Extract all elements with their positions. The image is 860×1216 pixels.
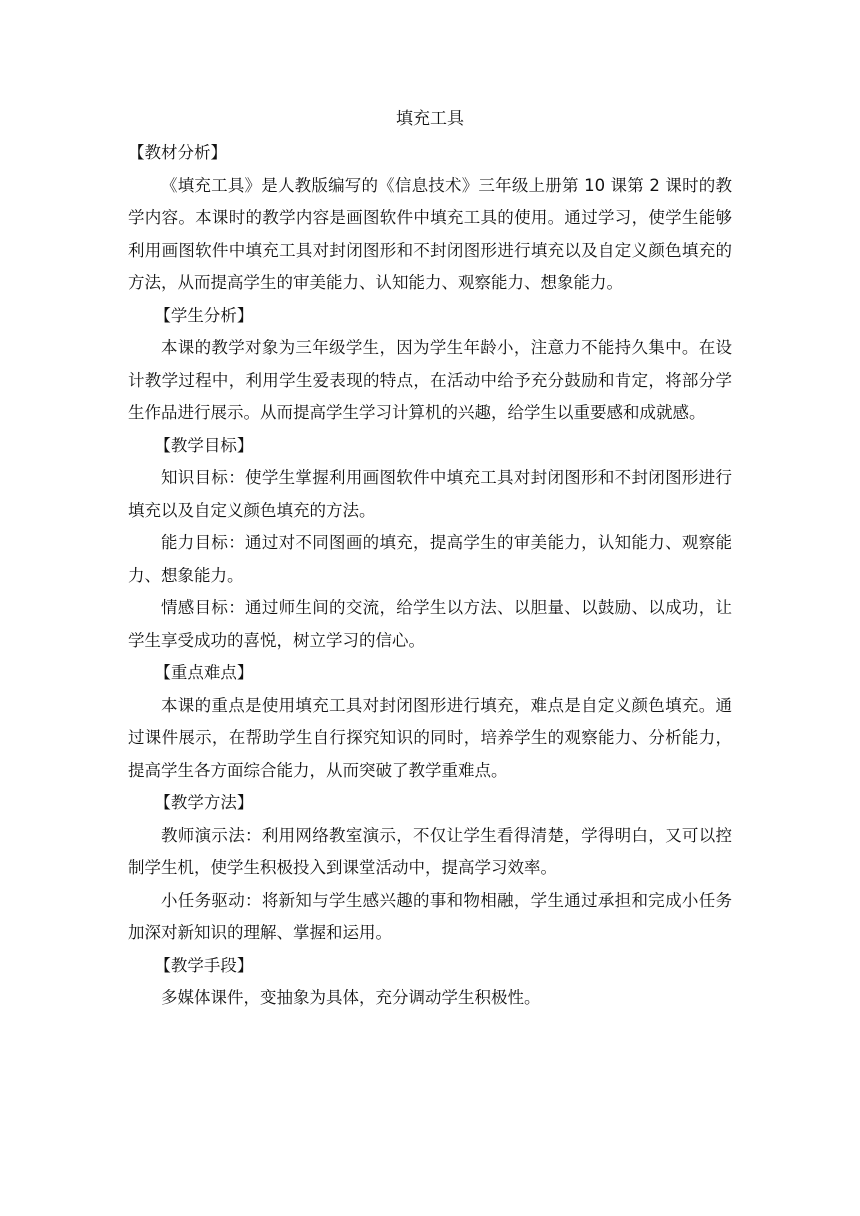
paragraph-knowledge-goal: 知识目标：使学生掌握利用画图软件中填充工具对封闭图形和不封闭图形进行填充以及自定义颜色填充的方法。 (128, 468, 732, 520)
paragraph-ability-goal: 能力目标：通过对不同图画的填充，提高学生的审美能力，认知能力、观察能力、想象能力。 (128, 533, 732, 585)
section-heading-key-difficulties: 【重点难点】 (154, 663, 254, 682)
paragraph-teaching-means: 多媒体课件，变抽象为具体，充分调动学生积极性。 (161, 988, 541, 1007)
paragraph-task-driven-method: 小任务驱动：将新知与学生感兴趣的事和物相融，学生通过承担和完成小任务加深对新知识的理解、掌握和运用。 (128, 890, 732, 942)
paragraph-student-analysis: 本课的教学对象为三年级学生，因为学生年龄小，注意力不能持久集中。在设计教学过程中，利用学生爱表现的特点，在活动中给予充分鼓励和肯定，将部分学生作品进行展示。从而提高学生学习计算机的兴趣，给学生以重要感和成就感。 (128, 338, 732, 422)
section-heading-textbook-analysis: 【教材分析】 (128, 143, 227, 162)
paragraph-textbook-analysis: 《填充工具》是人教版编写的《信息技术》三年级上册第 10 课第 2 课时的教学内容。本课时的教学内容是画图软件中填充工具的使用。通过学习，使学生能够利用画图软件中填充工具对封闭图形和不封闭图形进行填充以及自定义颜色填充的方法，从而提高学生的审美能力、认知能力、观察能力、想象能力。 (128, 175, 732, 292)
section-heading-teaching-goals: 【教学目标】 (154, 435, 254, 455)
section-heading-teaching-methods: 【教学方法】 (154, 793, 254, 812)
section-heading-student-analysis: 【学生分析】 (154, 305, 254, 325)
section-heading-teaching-means: 【教学手段】 (154, 955, 254, 975)
paragraph-demonstration-method: 教师演示法：利用网络教室演示，不仅让学生看得清楚，学得明白，又可以控制学生机，使学生积极投入到课堂活动中，提高学习效率。 (128, 825, 732, 877)
document-content (128, 104, 732, 1015)
document-title: 填充工具 (396, 109, 464, 129)
paragraph-emotion-goal: 情感目标：通过师生间的交流，给学生以方法、以胆量、以鼓励、以成功，让学生享受成功的喜悦，树立学习的信心。 (128, 598, 732, 650)
paragraph-key-difficulties: 本课的重点是使用填充工具对封闭图形进行填充，难点是自定义颜色填充。通过课件展示，在帮助学生自行探究知识的同时，培养学生的观察能力、分析能力，提高学生各方面综合能力，从而突破了教学重难点。 (128, 695, 732, 780)
